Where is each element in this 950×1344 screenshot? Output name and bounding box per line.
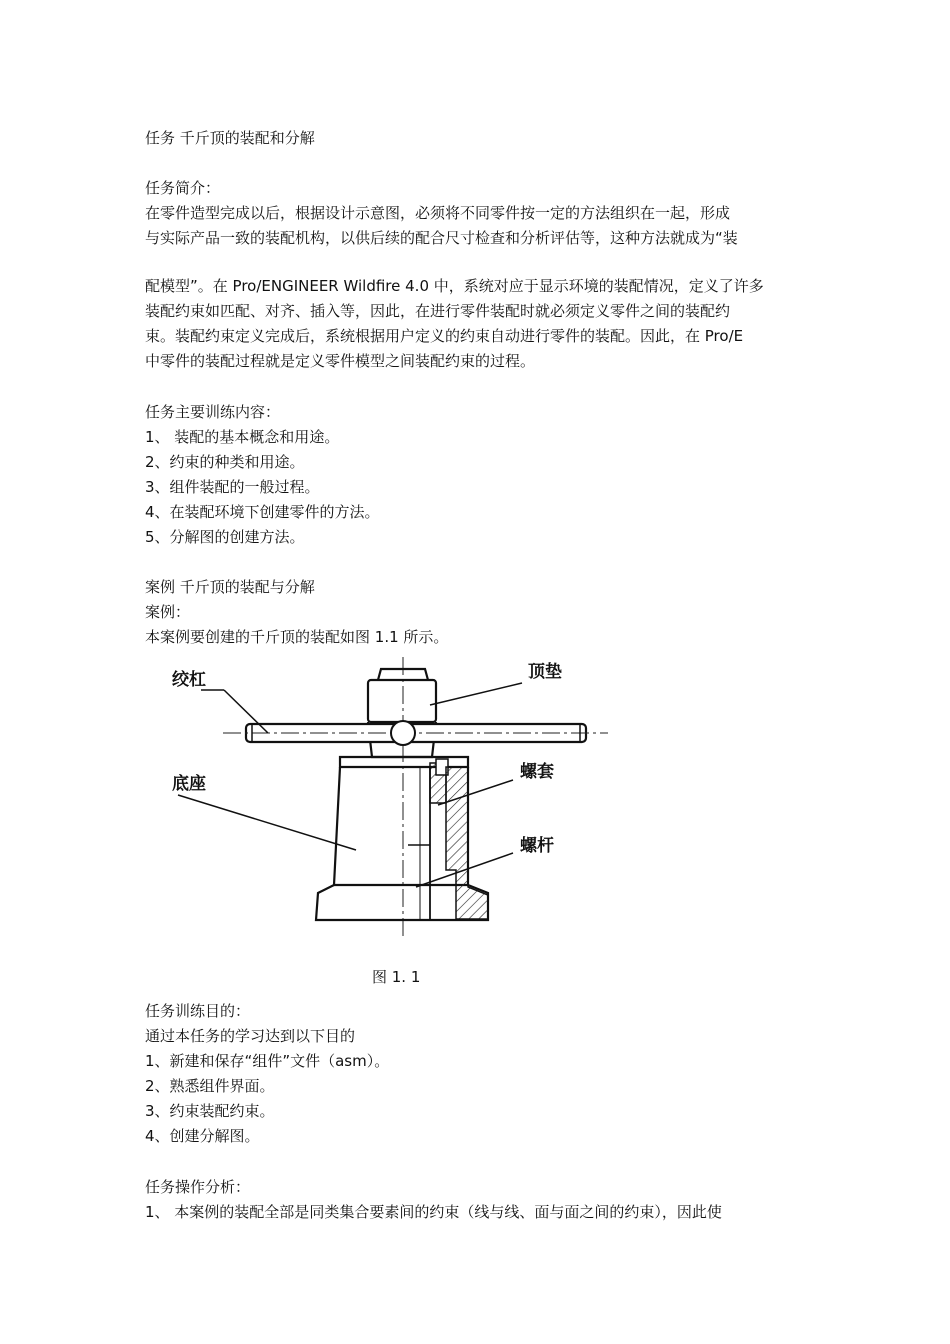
training-title: 任务主要训练内容： <box>145 403 281 421</box>
label-base: 底座 <box>172 774 206 794</box>
analysis-title: 任务操作分析： <box>145 1178 251 1196</box>
case-label: 案例： <box>145 603 191 621</box>
case-title: 案例 千斤顶的装配与分解 <box>145 578 315 596</box>
intro-line: 中零件的装配过程就是定义零件模型之间装配约束的过程。 <box>145 352 536 370</box>
goal-item: 1、新建和保存“组件”文件（asm）。 <box>145 1052 390 1070</box>
training-item: 4、在装配环境下创建零件的方法。 <box>145 503 380 521</box>
jack-assembly-figure <box>168 655 608 945</box>
intro-line: 在零件造型完成以后，根据设计示意图，必须将不同零件按一定的方法组织在一起，形成 <box>145 204 731 222</box>
case-description: 本案例要创建的千斤顶的装配如图 1.1 所示。 <box>145 628 449 646</box>
label-screw: 螺杆 <box>520 836 554 856</box>
analysis-item: 1、 本案例的装配全部是同类集合要素间的约束（线与线、面与面之间的约束），因此使 <box>145 1203 722 1221</box>
label-nut: 螺套 <box>520 762 554 782</box>
goal-item: 3、约束装配约束。 <box>145 1102 275 1120</box>
intro-line: 配模型”。在 Pro/ENGINEER Wildfire 4.0 中，系统对应于显示环境的装配情况，定义了许多 <box>145 277 764 295</box>
intro-line: 装配约束如匹配、对齐、插入等，因此，在进行零件装配时就必须定义零件之间的装配约 <box>145 302 731 320</box>
goal-title: 任务训练目的： <box>145 1002 251 1020</box>
goal-item: 2、熟悉组件界面。 <box>145 1077 275 1095</box>
training-item: 1、 装配的基本概念和用途。 <box>145 428 340 446</box>
intro-line: 束。装配约束定义完成后，系统根据用户定义的约束自动进行零件的装配。因此，在 Pro/E <box>145 327 744 345</box>
training-item: 5、分解图的创建方法。 <box>145 528 305 546</box>
training-item: 3、组件装配的一般过程。 <box>145 478 320 496</box>
goal-intro: 通过本任务的学习达到以下目的 <box>145 1027 356 1045</box>
intro-line: 与实际产品一致的装配机构，以供后续的配合尺寸检查和分析评估等，这种方法就成为“装 <box>145 229 738 247</box>
goal-item: 4、创建分解图。 <box>145 1127 260 1145</box>
intro-title: 任务简介： <box>145 179 221 197</box>
figure-caption: 图 1. 1 <box>372 968 421 986</box>
page-title: 任务 千斤顶的装配和分解 <box>145 129 315 147</box>
label-top-pad: 顶垫 <box>528 662 562 682</box>
training-item: 2、约束的种类和用途。 <box>145 453 305 471</box>
label-handle: 绞杠 <box>172 670 206 690</box>
